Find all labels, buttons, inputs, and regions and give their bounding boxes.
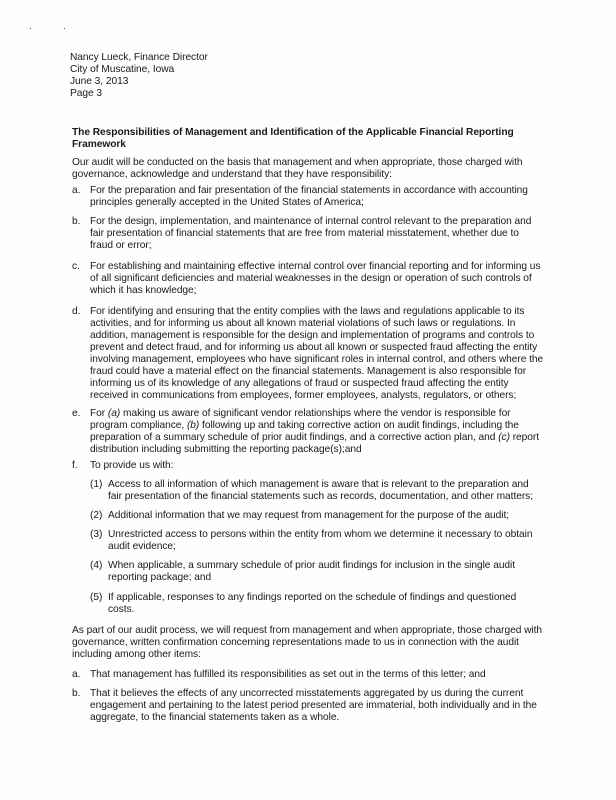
sub-list-item-line: fair presentation of the financial statements such as records, documentation, and other matters;: [108, 491, 534, 502]
sub-list-item-line: costs.: [108, 604, 135, 615]
list-item-line: of all significant deficiencies and material weaknesses in the design or operation of such controls of: [90, 273, 532, 284]
sub-list-item-label: (4): [90, 560, 103, 571]
sub-list-item-line: If applicable, responses to any findings reported on the schedule of findings and questioned: [108, 592, 517, 603]
list-item-line: fraud could have a material effect on the financial statements. Management is also responsible for: [90, 366, 527, 377]
list-item-line: program compliance, (b) following up and taking corrective action on audit findings, including the: [90, 420, 519, 431]
list-item-line: principles generally accepted in the United States of America;: [90, 197, 364, 208]
scan-speck: [30, 28, 31, 29]
list-item-line: fraud or error;: [90, 240, 152, 251]
paragraph-line: including among other items:: [72, 649, 201, 660]
list-item-line: aggregate, to the financial statements taken as a whole.: [90, 712, 340, 723]
letter-date: June 3, 2013: [70, 76, 129, 87]
list-item-line: engagement and pertaining to the latest period presented are immaterial, both individually and in the: [90, 700, 537, 711]
sub-list-item-label: (2): [90, 510, 103, 521]
paragraph-line: Our audit will be conducted on the basis that management and when appropriate, those charged with: [72, 157, 523, 168]
list-item-label: a.: [72, 669, 81, 680]
scan-speck: [64, 28, 65, 29]
list-item-label: e.: [72, 408, 81, 419]
list-item-line: fair presentation of financial statements that are free from material misstatement, whether due to: [90, 228, 519, 239]
sub-list-item-line: When applicable, a summary schedule of prior audit findings for inclusion in the single audit: [108, 560, 516, 571]
list-item-line: That management has fulfilled its responsibilities as set out in the terms of this letter; and: [90, 669, 486, 680]
list-item-line: activities, and for informing us about all known material violations of such laws or regulations. In: [90, 318, 516, 329]
list-item-line: addition, management is responsible for the design and implementation of programs and controls to: [90, 330, 535, 341]
enumeration-marker: (b): [186, 420, 200, 431]
sub-list-item-line: Unrestricted access to persons within the entity from whom we determine it necessary to obtain: [108, 529, 533, 540]
enumeration-marker: (a): [107, 408, 121, 419]
list-item-line: For the preparation and fair presentation of the financial statements in accordance with accounting: [90, 185, 528, 196]
sub-list-item-line: reporting package; and: [108, 572, 212, 583]
paragraph-line: governance, acknowledge and understand that they have responsibility:: [72, 169, 392, 180]
list-item-label: b.: [72, 688, 81, 699]
list-item-label: b.: [72, 216, 81, 227]
enumeration-marker: (c): [498, 432, 510, 443]
list-item-line: For identifying and ensuring that the entity complies with the laws and regulations applicable to its: [90, 306, 525, 317]
list-item-line: For establishing and maintaining effective internal control over financial reporting and for informing us: [90, 261, 541, 272]
organization-name: City of Muscatine, Iowa: [70, 64, 175, 75]
list-item-line: received in communications from employees, former employees, analysts, regulators, or others;: [90, 390, 517, 401]
sub-list-item-label: (1): [90, 479, 103, 490]
sub-list-item-line: audit evidence;: [108, 541, 176, 552]
list-item-label: c.: [72, 261, 80, 272]
list-item-label: a.: [72, 185, 81, 196]
paragraph-line: As part of our audit process, we will request from management and when appropriate, those charged with: [72, 625, 543, 636]
section-title-line: The Responsibilities of Management and Identification of the Applicable Financial Reporting: [72, 127, 514, 138]
list-item-line: That it believes the effects of any uncorrected misstatements aggregated by us during the current: [90, 688, 524, 699]
list-item-line: For the design, implementation, and maintenance of internal control relevant to the preparation and: [90, 216, 532, 227]
recipient-name: Nancy Lueck, Finance Director: [70, 52, 208, 63]
sub-list-item-label: (3): [90, 529, 103, 540]
list-item-line: prevent and detect fraud, and for informing us about all known or suspected fraud affecting the entity: [90, 342, 538, 353]
list-item-line: preparation of a summary schedule of prior audit findings, and a corrective action plan, and (c) report: [90, 432, 540, 443]
list-item-label: f.: [72, 460, 78, 471]
paragraph-line: governance, written confirmation concerning representations made to us in connection with the audit: [72, 637, 519, 648]
list-item-label: d.: [72, 306, 81, 317]
section-title-line: Framework: [72, 139, 126, 150]
sub-list-item-line: Additional information that we may request from management for the purpose of the audit;: [108, 510, 510, 521]
sub-list-item-label: (5): [90, 592, 103, 603]
sub-list-item-line: Access to all information of which management is aware that is relevant to the preparation and: [108, 479, 529, 490]
list-item-line: which it has knowledge;: [90, 285, 197, 296]
page-number: Page 3: [70, 88, 102, 99]
list-item-line: involving management, employees who have significant roles in internal control, and others where the: [90, 354, 544, 365]
list-item-line: distribution including submitting the reporting package(s);and: [90, 444, 362, 455]
list-item-line: For (a) making us aware of significant vendor relationships where the vendor is responsible for: [90, 408, 511, 419]
list-item-line: To provide us with:: [90, 460, 174, 471]
list-item-line: informing us of its knowledge of any allegations of fraud or suspected fraud affecting the entity: [90, 378, 509, 389]
